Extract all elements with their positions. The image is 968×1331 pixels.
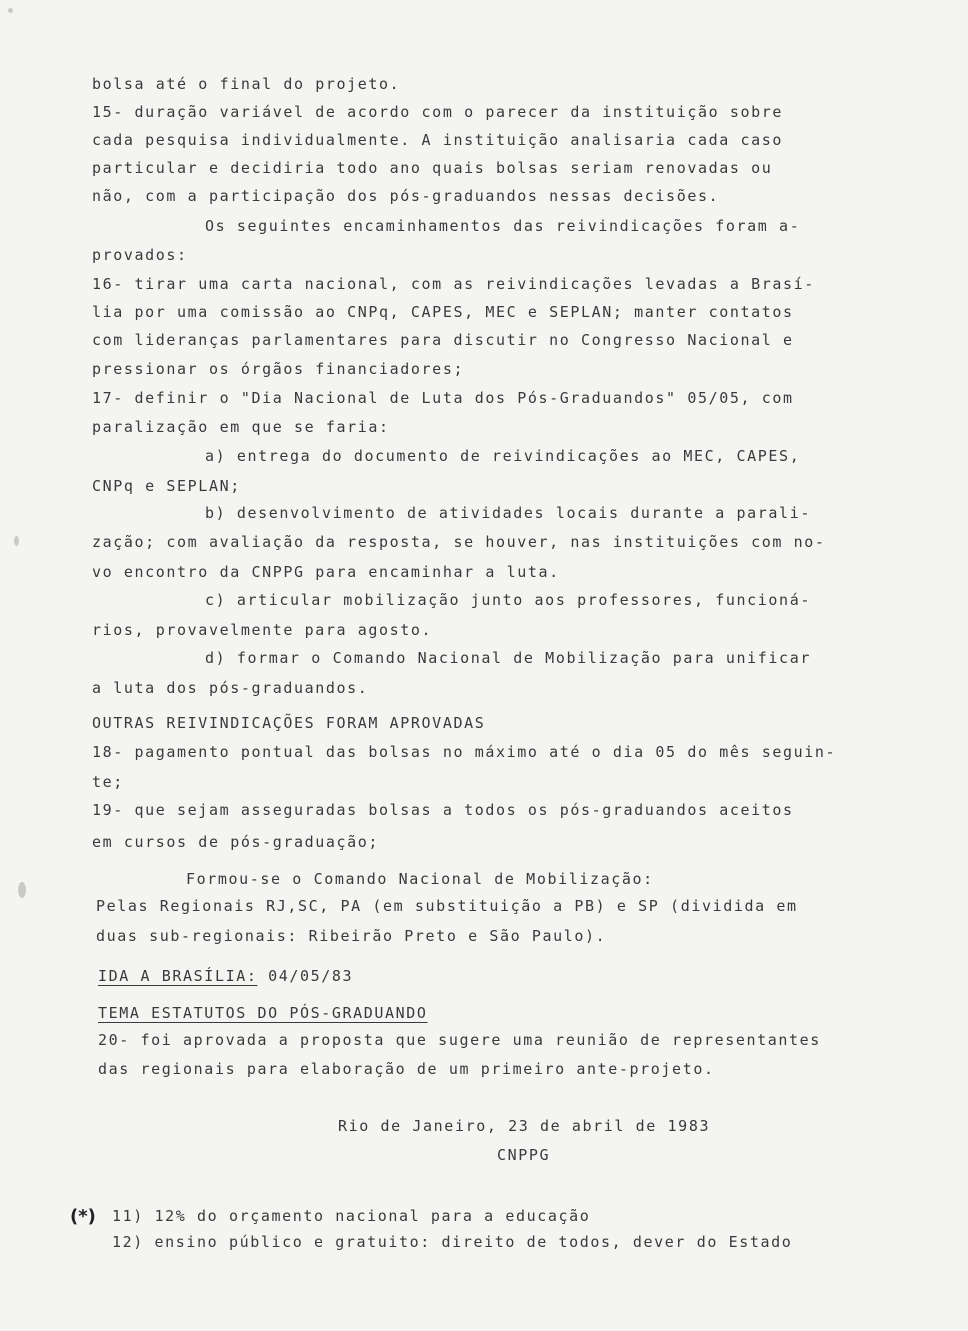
sub-item-c: c) articular mobilização junto aos professores, funcioná- — [205, 591, 811, 609]
section-heading: OUTRAS REIVINDICAÇÕES FORAM APROVADAS — [92, 714, 486, 732]
brasilia-heading: IDA A BRASÍLIA: — [98, 967, 258, 985]
section-heading: TEMA ESTATUTOS DO PÓS-GRADUANDO — [98, 1004, 428, 1022]
text-line: não, com a participação dos pós-graduandos nessas decisões. — [92, 187, 720, 205]
text-line: a luta dos pós-graduandos. — [92, 679, 369, 697]
scan-smudge — [18, 882, 26, 898]
text-line: em cursos de pós-graduação; — [92, 833, 380, 851]
text-line: cada pesquisa individualmente. A instituição analisaria cada caso — [92, 131, 783, 149]
item-15: 15- duração variável de acordo com o parecer da instituição sobre — [92, 103, 783, 121]
text-line: zação; com avaliação da resposta, se houver, nas instituições com no- — [92, 533, 826, 551]
footnote-line: 12) ensino público e gratuito: direito de todos, dever do Estado — [112, 1233, 793, 1251]
text-line: bolsa até o final do projeto. — [92, 75, 401, 93]
brasilia-line — [98, 966, 353, 986]
text-line: duas sub-regionais: Ribeirão Preto e São Paulo). — [96, 927, 607, 945]
text-line: pressionar os órgãos financiadores; — [92, 360, 465, 378]
text-line: rios, provavelmente para agosto. — [92, 621, 433, 639]
text-line: particular e decidiria todo ano quais bolsas seriam renovadas ou — [92, 159, 773, 177]
item-16: 16- tirar uma carta nacional, com as reivindicações levadas a Brasí- — [92, 275, 815, 293]
text-line: lia por uma comissão ao CNPq, CAPES, MEC e SEPLAN; manter contatos — [92, 303, 794, 321]
text-line: CNPq e SEPLAN; — [92, 477, 241, 495]
text-line: te; — [92, 773, 124, 791]
text-line: provados: — [92, 246, 188, 264]
sub-item-d: d) formar o Comando Nacional de Mobilização para unificar — [205, 649, 811, 667]
sub-item-a: a) entrega do documento de reivindicações ao MEC, CAPES, — [205, 447, 801, 465]
footnote-line: 11) 12% do orçamento nacional para a educação — [112, 1207, 591, 1225]
item-18: 18- pagamento pontual das bolsas no máximo até o dia 05 do mês seguin- — [92, 743, 837, 761]
brasilia-date: 04/05/83 — [257, 967, 354, 985]
signature-org: CNPPG — [497, 1146, 551, 1164]
item-19: 19- que sejam asseguradas bolsas a todos os pós-graduandos aceitos — [92, 801, 794, 819]
item-20: 20- foi aprovada a proposta que sugere uma reunião de representantes — [98, 1031, 821, 1049]
text-line: Pelas Regionais RJ,SC, PA (em substituição a PB) e SP (dividida em — [96, 897, 798, 915]
item-17: 17- definir o "Dia Nacional de Luta dos Pós-Graduandos" 05/05, com — [92, 389, 794, 407]
footnote-marker: (*) — [70, 1206, 96, 1227]
paragraph-start: Formou-se o Comando Nacional de Mobilização: — [186, 870, 654, 888]
place-date: Rio de Janeiro, 23 de abril de 1983 — [338, 1117, 711, 1135]
paragraph-start: Os seguintes encaminhamentos das reivindicações foram a- — [205, 217, 801, 235]
text-line: vo encontro da CNPPG para encaminhar a luta. — [92, 563, 560, 581]
sub-item-b: b) desenvolvimento de atividades locais durante a parali- — [205, 504, 811, 522]
text-line: com lideranças parlamentares para discutir no Congresso Nacional e — [92, 331, 794, 349]
text-line: paralização em que se faria: — [92, 418, 390, 436]
scan-smudge — [14, 536, 19, 546]
text-line: das regionais para elaboração de um primeiro ante-projeto. — [98, 1060, 715, 1078]
scan-smudge — [8, 8, 13, 13]
